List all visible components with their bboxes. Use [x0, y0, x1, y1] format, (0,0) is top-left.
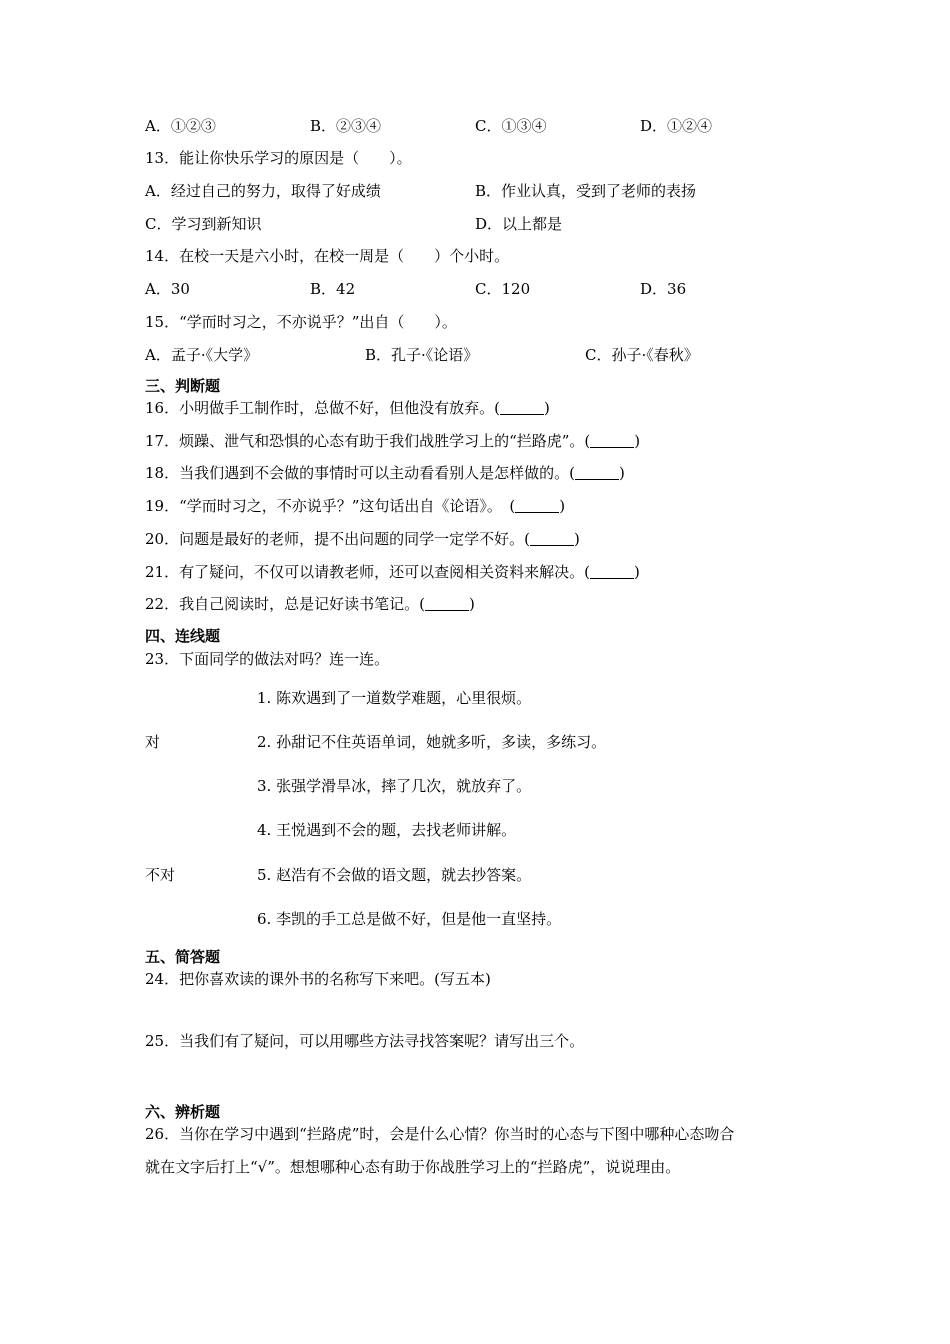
q21: [145, 562, 640, 582]
matching-left-correct[interactable]: 对: [145, 733, 161, 751]
q21-close: ): [633, 563, 640, 581]
q14-option-c: C．120: [475, 280, 531, 298]
q14-option-a: A．30: [145, 280, 190, 298]
answer-blank[interactable]: [500, 399, 544, 415]
q18-text: 18．当我们遇到不会做的事情时可以主动看看别人是怎样做的。(: [145, 464, 575, 482]
q24: 24．把你喜欢读的课外书的名称写下来吧。(写五本): [145, 970, 491, 988]
answer-blank[interactable]: [425, 595, 469, 611]
matching-item-3[interactable]: 3. 张强学滑旱冰，摔了几次，就放弃了。: [257, 777, 532, 795]
q13-option-a: A．经过自己的努力，取得了好成绩: [145, 182, 381, 200]
q12-option-b: B．②③④: [310, 117, 382, 135]
q15-option-c: C．孙子·《春秋》: [585, 346, 699, 364]
q26-line-2: 就在文字后打上“√”。想想哪种心态有助于你战胜学习上的“拦路虎”，说说理由。: [145, 1158, 681, 1176]
section-5-title: 五、简答题: [145, 948, 221, 966]
q19: [145, 496, 565, 516]
q14-option-b: B．42: [310, 280, 356, 298]
q13-option-b: B．作业认真，受到了老师的表扬: [475, 182, 697, 200]
q17: [145, 431, 640, 451]
q26-line-1: 26．当你在学习中遇到“拦路虎”时，会是什么心情？你当时的心态与下图中哪种心态吻合: [145, 1125, 735, 1143]
q22: [145, 594, 475, 614]
q17-close: ): [634, 432, 641, 450]
q15-stem: 15．“学而时习之，不亦说乎？”出自（ ）。: [145, 313, 457, 331]
q12-option-a: A．①②③: [145, 117, 216, 135]
q19-text: 19．“学而时习之，不亦说乎？”这句话出自《论语》。 (: [145, 497, 516, 515]
q13-option-c: C．学习到新知识: [145, 215, 262, 233]
answer-blank[interactable]: [530, 530, 574, 546]
matching-left-incorrect[interactable]: 不对: [145, 866, 176, 884]
answer-blank[interactable]: [590, 432, 634, 448]
section-4-title: 四、连线题: [145, 627, 221, 645]
matching-item-6[interactable]: 6. 李凯的手工总是做不好，但是他一直坚持。: [257, 910, 562, 928]
q16-close: ): [543, 399, 550, 417]
answer-blank[interactable]: [575, 464, 619, 480]
q25: 25．当我们有了疑问，可以用哪些方法寻找答案呢？请写出三个。: [145, 1032, 585, 1050]
q12-option-d: D．①②④: [640, 117, 713, 135]
q18-close: ): [618, 464, 625, 482]
section-6-title: 六、辨析题: [145, 1103, 221, 1121]
q12-option-c: C．①③④: [475, 117, 547, 135]
q13-stem: 13．能让你快乐学习的原因是（ ）。: [145, 149, 412, 167]
q20-close: ): [573, 530, 580, 548]
matching-item-2[interactable]: 2. 孙甜记不住英语单词，她就多听，多读，多练习。: [257, 733, 607, 751]
q19-close: ): [559, 497, 566, 515]
q18: [145, 463, 625, 483]
q20-text: 20．问题是最好的老师，提不出问题的同学一定学不好。(: [145, 530, 530, 548]
answer-blank[interactable]: [515, 497, 559, 513]
q16-text: 16．小明做手工制作时，总做不好，但他没有放弃。(: [145, 399, 500, 417]
q15-option-b: B．孔子·《论语》: [365, 346, 479, 364]
q23-stem: 23．下面同学的做法对吗？连一连。: [145, 650, 390, 668]
q13-option-d: D．以上都是: [475, 215, 563, 233]
q16: [145, 398, 550, 418]
matching-item-1[interactable]: 1. 陈欢遇到了一道数学难题，心里很烦。: [257, 689, 532, 707]
q22-text: 22．我自己阅读时，总是记好读书笔记。(: [145, 595, 425, 613]
q17-text: 17．烦躁、泄气和恐惧的心态有助于我们战胜学习上的“拦路虎”。(: [145, 432, 591, 450]
q21-text: 21．有了疑问，不仅可以请教老师，还可以查阅相关资料来解决。(: [145, 563, 590, 581]
q14-option-d: D．36: [640, 280, 687, 298]
q20: [145, 529, 580, 549]
answer-blank[interactable]: [590, 563, 634, 579]
q15-option-a: A．孟子·《大学》: [145, 346, 259, 364]
matching-item-5[interactable]: 5. 赵浩有不会做的语文题，就去抄答案。: [257, 866, 532, 884]
section-3-title: 三、判断题: [145, 377, 221, 395]
matching-item-4[interactable]: 4. 王悦遇到不会的题，去找老师讲解。: [257, 821, 517, 839]
q22-close: ): [468, 595, 475, 613]
q14-stem: 14．在校一天是六小时，在校一周是（ ）个小时。: [145, 247, 510, 265]
